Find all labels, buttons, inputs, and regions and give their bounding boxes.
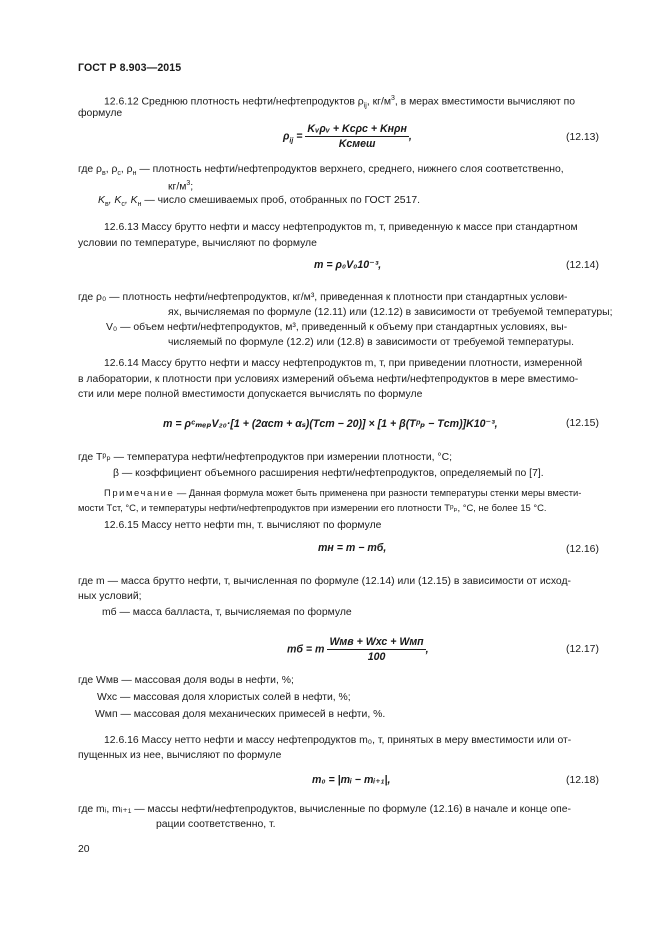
page-number: 20 [78, 844, 90, 855]
where-sub: с [121, 201, 125, 209]
formula-12-13: $\rho_{ij}$ = $\frac{\text{Kᵥρᵥ + Kсρс + Kнρн}}{\text{Kсмеш}}$ , [283, 123, 412, 150]
where-mi-cont: рации соответственно, т. [156, 819, 276, 830]
where-text: ; [190, 181, 194, 193]
note-text: — Данная формула может быть применена при разности температуры стенки меры вмести- [174, 487, 582, 498]
where-rho0: где ρ₀ — плотность нефти/нефтепродуктов, кг/м³, приведенная к плотности при стандартных услови- [78, 292, 568, 303]
where-mi: где mᵢ, mᵢ₊₁ — массы нефти/нефтепродуктов, вычисленные по формуле (12.16) в начале и конце опе- [78, 804, 572, 815]
equation-number: (12.15) [566, 418, 599, 429]
where-sup: 3 [186, 180, 191, 187]
where-text: где ρ [78, 164, 102, 175]
formula-12-16: mн = m − mб, [318, 542, 387, 554]
formula-numerator-k: K [307, 123, 316, 135]
where-m-cont: ных условий; [78, 591, 142, 602]
where-beta: β — коэффициент объемного расширения нефти/нефтепродуктов, определяемый по [7]. [113, 468, 544, 479]
equation-number: (12.14) [566, 260, 599, 271]
formula-lhs: ρ [283, 130, 290, 143]
formula-12-18: m₀ = |mᵢ − mᵢ₊₁|, [312, 774, 391, 786]
para-12-6-14-line1: 12.6.14 Массу брутто нефти и массу нефтепродуктов m, т, при приведении плотности, измеренной [104, 358, 583, 369]
equation-number: (12.17) [566, 644, 599, 655]
where-m: где m — масса брутто нефти, т, вычисленная по формуле (12.14) или (12.15) в зависимости от исход- [78, 576, 572, 587]
formula-numerator: Wмв + Wхс + Wмп [329, 636, 424, 648]
equation-number: (12.18) [566, 775, 599, 786]
para-12-6-16-line1: 12.6.16 Массу нетто нефти и массу нефтепродуктов m₀, т, принятых в меру вместимости или от- [104, 735, 572, 746]
formula-denominator: Kсмеш [338, 138, 376, 150]
equation-number: (12.16) [566, 544, 599, 555]
para-12-6-14-line2: в лаборатории, к плотности при условиях измерений объема нефти/нефтепродуктов в мере вместимо- [78, 374, 579, 385]
where-sub: в [104, 201, 109, 209]
where-wmp: Wмп — массовая доля механических примесей в нефти, %. [95, 709, 386, 720]
formula-fraction [305, 123, 408, 150]
note-line1 [104, 485, 581, 500]
where-sub: в [101, 170, 106, 178]
where-v0-cont: числяемый по формуле (12.2) или (12.8) в зависимости от требуемой температуры. [168, 337, 574, 348]
where-rho-line [78, 162, 564, 182]
where-text: , ρ [120, 164, 133, 175]
where-tp: где Tᵖₚ — температура нефти/нефтепродуктов при измерении плотности, °С; [78, 452, 452, 463]
formula-lhs: mб = m [287, 643, 325, 656]
para-12-6-13-line2: условии по температуре, вычисляют по формуле [78, 238, 317, 249]
para-12-6-13-line1: 12.6.13 Массу брутто нефти и массу нефтепродуктов m, т, приведенную к массе при стандартном [104, 222, 578, 233]
para-12-6-12-line1 [104, 91, 575, 115]
para-text: 12.6.12 Среднюю плотность нефти/нефтепродуктов ρ [104, 96, 364, 108]
note-label: Примечание [104, 487, 175, 498]
where-sub: с [117, 170, 121, 178]
where-rho0-cont: ях, вычисляемая по формуле (12.11) или (12.12) в зависимости от требуемой температуры; [168, 307, 613, 318]
equation-number: (12.13) [566, 132, 599, 143]
where-k-line [98, 193, 420, 213]
para-12-6-15-line1: 12.6.15 Массу нетто нефти mн, т. вычисляют по формуле [104, 520, 382, 531]
formula-12-15: m = ρᶜₘₑₚV₂₀·[1 + (2αст + αₛ)(Tст − 20)] × [1 + β(Tᵖₚ − Tст)]K10⁻³, [163, 418, 498, 430]
formula-12-14: m = ρ₀V₀10⁻³, [314, 259, 382, 271]
where-text: , K [108, 195, 122, 206]
para-text: , кг/м [366, 96, 391, 108]
document-header: ГОСТ Р 8.903—2015 [78, 62, 182, 74]
where-sub: н [137, 201, 142, 209]
formula-lhs-sub: ij [289, 137, 294, 145]
para-12-6-14-line3: сти или мере полной вместимости допускается вычислять по формуле [78, 389, 423, 400]
para-text: , в мерах вместимости вычисляют по [394, 96, 575, 108]
para-12-6-16-line2: пущенных из нее, вычисляют по формуле [78, 750, 282, 761]
para-sub: ij [363, 102, 367, 110]
formula-fraction [327, 636, 425, 663]
where-text: — плотность нефти/нефтепродуктов верхнего, среднего, нижнего слоя соответственно, [136, 164, 564, 175]
where-sub: н [132, 170, 137, 178]
where-wmv: где Wмв — массовая доля воды в нефти, %; [78, 675, 294, 686]
where-text: , ρ [105, 164, 118, 175]
where-text: K [98, 195, 105, 206]
para-12-6-12-line2: формуле [78, 108, 123, 119]
formula-numerator: ᵥρᵥ + Kсρс + Kнρн [315, 123, 407, 135]
where-text: — число смешиваемых проб, отобранных по ГОСТ 2517. [141, 195, 421, 206]
where-text: , K [124, 195, 138, 206]
para-sup: 3 [390, 95, 395, 102]
formula-12-17: mб = m $\frac{\text{Wмв + Wхс + Wмп}}{100}$ , [287, 636, 429, 663]
where-mb: mб — масса балласта, т, вычисляемая по формуле [102, 607, 352, 618]
note-line2: мости Tст, °С, и температуры нефти/нефтепродуктов при измерении его плотности Tᵖₚ, °С, не более 15 °С. [78, 502, 547, 513]
where-text: кг/м [168, 181, 187, 193]
where-v0: V₀ — объем нефти/нефтепродуктов, м³, приведенный к объему при стандартных условиях, вы- [106, 322, 568, 333]
formula-denominator: 100 [367, 651, 386, 663]
where-whs: Wхс — массовая доля хлористых солей в нефти, %; [97, 692, 351, 703]
